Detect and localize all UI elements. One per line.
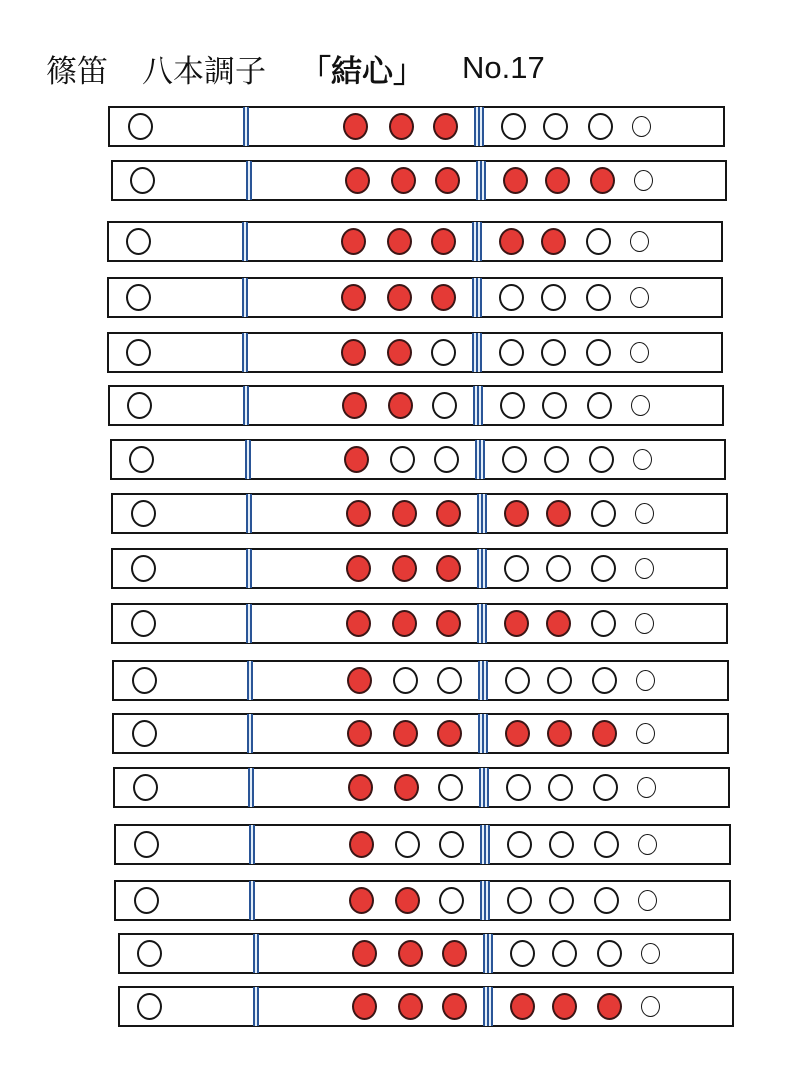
closed-hole-icon bbox=[431, 284, 456, 311]
joint-marker bbox=[242, 278, 248, 317]
open-hole-icon bbox=[542, 392, 567, 419]
flute-fingering-row bbox=[111, 493, 728, 534]
mouth-hole-icon bbox=[130, 167, 155, 194]
closed-hole-icon bbox=[541, 228, 566, 255]
closed-hole-icon bbox=[392, 610, 417, 637]
closed-hole-icon bbox=[442, 940, 467, 967]
closed-hole-icon bbox=[341, 284, 366, 311]
small-end-hole-icon bbox=[632, 116, 651, 137]
open-hole-icon bbox=[592, 667, 617, 694]
closed-hole-icon bbox=[546, 610, 571, 637]
small-end-hole-icon bbox=[635, 503, 654, 524]
open-hole-icon bbox=[594, 831, 619, 858]
small-end-hole-icon bbox=[635, 558, 654, 579]
open-hole-icon bbox=[507, 831, 532, 858]
mouth-hole-icon bbox=[132, 720, 157, 747]
closed-hole-icon bbox=[436, 555, 461, 582]
closed-hole-icon bbox=[436, 610, 461, 637]
small-end-hole-icon bbox=[641, 996, 660, 1017]
flute-fingering-row bbox=[118, 933, 734, 974]
mouth-hole-icon bbox=[133, 774, 158, 801]
closed-hole-icon bbox=[388, 392, 413, 419]
mouth-hole-icon bbox=[131, 500, 156, 527]
joint-marker bbox=[483, 934, 493, 973]
flute-fingering-row bbox=[114, 824, 731, 865]
joint-marker bbox=[477, 549, 487, 588]
flute-fingering-row bbox=[114, 880, 731, 921]
open-hole-icon bbox=[546, 555, 571, 582]
joint-marker bbox=[246, 494, 252, 533]
flute-key: 八本調子 bbox=[142, 53, 266, 90]
closed-hole-icon bbox=[387, 339, 412, 366]
closed-hole-icon bbox=[346, 555, 371, 582]
closed-hole-icon bbox=[391, 167, 416, 194]
joint-marker bbox=[246, 604, 252, 643]
flute-fingering-row bbox=[112, 660, 729, 701]
closed-hole-icon bbox=[398, 940, 423, 967]
open-hole-icon bbox=[541, 284, 566, 311]
open-hole-icon bbox=[591, 555, 616, 582]
closed-hole-icon bbox=[342, 392, 367, 419]
flute-fingering-row bbox=[111, 160, 727, 201]
mouth-hole-icon bbox=[132, 667, 157, 694]
closed-hole-icon bbox=[392, 555, 417, 582]
open-hole-icon bbox=[586, 284, 611, 311]
open-hole-icon bbox=[434, 446, 459, 473]
flute-fingering-row bbox=[108, 106, 725, 147]
closed-hole-icon bbox=[387, 228, 412, 255]
small-end-hole-icon bbox=[630, 342, 649, 363]
flute-fingering-row bbox=[118, 986, 734, 1027]
open-hole-icon bbox=[501, 113, 526, 140]
closed-hole-icon bbox=[349, 887, 374, 914]
open-hole-icon bbox=[504, 555, 529, 582]
open-hole-icon bbox=[431, 339, 456, 366]
joint-marker bbox=[472, 222, 482, 261]
open-hole-icon bbox=[594, 887, 619, 914]
mouth-hole-icon bbox=[126, 228, 151, 255]
open-hole-icon bbox=[439, 831, 464, 858]
closed-hole-icon bbox=[347, 720, 372, 747]
joint-marker bbox=[249, 825, 255, 864]
closed-hole-icon bbox=[504, 610, 529, 637]
small-end-hole-icon bbox=[636, 723, 655, 744]
closed-hole-icon bbox=[346, 610, 371, 637]
joint-marker bbox=[474, 107, 484, 146]
closed-hole-icon bbox=[347, 667, 372, 694]
closed-hole-icon bbox=[499, 228, 524, 255]
small-end-hole-icon bbox=[631, 395, 650, 416]
open-hole-icon bbox=[395, 831, 420, 858]
open-hole-icon bbox=[502, 446, 527, 473]
open-hole-icon bbox=[439, 887, 464, 914]
closed-hole-icon bbox=[504, 500, 529, 527]
closed-hole-icon bbox=[435, 167, 460, 194]
closed-hole-icon bbox=[394, 774, 419, 801]
joint-marker bbox=[248, 768, 254, 807]
joint-marker bbox=[243, 107, 249, 146]
closed-hole-icon bbox=[341, 228, 366, 255]
joint-marker bbox=[253, 987, 259, 1026]
open-hole-icon bbox=[544, 446, 569, 473]
open-hole-icon bbox=[499, 339, 524, 366]
closed-hole-icon bbox=[398, 993, 423, 1020]
small-end-hole-icon bbox=[633, 449, 652, 470]
open-hole-icon bbox=[499, 284, 524, 311]
joint-marker bbox=[246, 161, 252, 200]
open-hole-icon bbox=[543, 113, 568, 140]
small-end-hole-icon bbox=[641, 943, 660, 964]
closed-hole-icon bbox=[389, 113, 414, 140]
flute-fingering-row bbox=[107, 277, 723, 318]
mouth-hole-icon bbox=[137, 940, 162, 967]
closed-hole-icon bbox=[436, 500, 461, 527]
joint-marker bbox=[249, 881, 255, 920]
open-hole-icon bbox=[547, 667, 572, 694]
open-hole-icon bbox=[591, 500, 616, 527]
joint-marker bbox=[472, 278, 482, 317]
closed-hole-icon bbox=[431, 228, 456, 255]
closed-hole-icon bbox=[592, 720, 617, 747]
closed-hole-icon bbox=[547, 720, 572, 747]
open-hole-icon bbox=[393, 667, 418, 694]
joint-marker bbox=[472, 333, 482, 372]
closed-hole-icon bbox=[545, 167, 570, 194]
open-hole-icon bbox=[505, 667, 530, 694]
closed-hole-icon bbox=[345, 167, 370, 194]
open-hole-icon bbox=[506, 774, 531, 801]
song-number: No.17 bbox=[462, 50, 545, 85]
small-end-hole-icon bbox=[636, 670, 655, 691]
flute-fingering-row bbox=[107, 332, 723, 373]
instrument-name: 篠笛 bbox=[46, 53, 108, 90]
open-hole-icon bbox=[587, 392, 612, 419]
mouth-hole-icon bbox=[127, 392, 152, 419]
open-hole-icon bbox=[552, 940, 577, 967]
open-hole-icon bbox=[437, 667, 462, 694]
closed-hole-icon bbox=[442, 993, 467, 1020]
open-hole-icon bbox=[589, 446, 614, 473]
flute-fingering-row bbox=[113, 767, 730, 808]
closed-hole-icon bbox=[341, 339, 366, 366]
joint-marker bbox=[242, 333, 248, 372]
closed-hole-icon bbox=[346, 500, 371, 527]
closed-hole-icon bbox=[433, 113, 458, 140]
open-hole-icon bbox=[597, 940, 622, 967]
closed-hole-icon bbox=[597, 993, 622, 1020]
closed-hole-icon bbox=[546, 500, 571, 527]
closed-hole-icon bbox=[352, 940, 377, 967]
mouth-hole-icon bbox=[129, 446, 154, 473]
joint-marker bbox=[475, 440, 485, 479]
closed-hole-icon bbox=[503, 167, 528, 194]
closed-hole-icon bbox=[387, 284, 412, 311]
open-hole-icon bbox=[541, 339, 566, 366]
flute-fingering-row bbox=[112, 713, 729, 754]
joint-marker bbox=[479, 768, 489, 807]
closed-hole-icon bbox=[505, 720, 530, 747]
small-end-hole-icon bbox=[638, 890, 657, 911]
open-hole-icon bbox=[593, 774, 618, 801]
joint-marker bbox=[477, 494, 487, 533]
closed-hole-icon bbox=[510, 993, 535, 1020]
flute-fingering-row bbox=[111, 603, 728, 644]
flute-fingering-row bbox=[108, 385, 724, 426]
joint-marker bbox=[242, 222, 248, 261]
song-title: 「結心」 bbox=[300, 53, 424, 90]
closed-hole-icon bbox=[393, 720, 418, 747]
open-hole-icon bbox=[588, 113, 613, 140]
small-end-hole-icon bbox=[637, 777, 656, 798]
joint-marker bbox=[480, 881, 490, 920]
joint-marker bbox=[478, 661, 488, 700]
open-hole-icon bbox=[438, 774, 463, 801]
small-end-hole-icon bbox=[634, 170, 653, 191]
open-hole-icon bbox=[510, 940, 535, 967]
closed-hole-icon bbox=[437, 720, 462, 747]
closed-hole-icon bbox=[344, 446, 369, 473]
flute-fingering-row bbox=[110, 439, 726, 480]
joint-marker bbox=[245, 440, 251, 479]
open-hole-icon bbox=[591, 610, 616, 637]
mouth-hole-icon bbox=[134, 887, 159, 914]
open-hole-icon bbox=[507, 887, 532, 914]
open-hole-icon bbox=[432, 392, 457, 419]
open-hole-icon bbox=[586, 228, 611, 255]
closed-hole-icon bbox=[352, 993, 377, 1020]
open-hole-icon bbox=[549, 831, 574, 858]
mouth-hole-icon bbox=[134, 831, 159, 858]
joint-marker bbox=[253, 934, 259, 973]
mouth-hole-icon bbox=[137, 993, 162, 1020]
open-hole-icon bbox=[548, 774, 573, 801]
joint-marker bbox=[247, 714, 253, 753]
mouth-hole-icon bbox=[128, 113, 153, 140]
open-hole-icon bbox=[549, 887, 574, 914]
closed-hole-icon bbox=[349, 831, 374, 858]
joint-marker bbox=[243, 386, 249, 425]
flute-fingering-row bbox=[111, 548, 728, 589]
page-title bbox=[46, 48, 545, 88]
mouth-hole-icon bbox=[126, 284, 151, 311]
small-end-hole-icon bbox=[630, 287, 649, 308]
open-hole-icon bbox=[500, 392, 525, 419]
joint-marker bbox=[477, 604, 487, 643]
closed-hole-icon bbox=[343, 113, 368, 140]
mouth-hole-icon bbox=[131, 555, 156, 582]
joint-marker bbox=[478, 714, 488, 753]
small-end-hole-icon bbox=[635, 613, 654, 634]
closed-hole-icon bbox=[395, 887, 420, 914]
joint-marker bbox=[473, 386, 483, 425]
mouth-hole-icon bbox=[126, 339, 151, 366]
joint-marker bbox=[480, 825, 490, 864]
closed-hole-icon bbox=[348, 774, 373, 801]
open-hole-icon bbox=[390, 446, 415, 473]
closed-hole-icon bbox=[552, 993, 577, 1020]
flute-fingering-row bbox=[107, 221, 723, 262]
closed-hole-icon bbox=[392, 500, 417, 527]
joint-marker bbox=[246, 549, 252, 588]
closed-hole-icon bbox=[590, 167, 615, 194]
mouth-hole-icon bbox=[131, 610, 156, 637]
joint-marker bbox=[476, 161, 486, 200]
open-hole-icon bbox=[586, 339, 611, 366]
joint-marker bbox=[247, 661, 253, 700]
small-end-hole-icon bbox=[638, 834, 657, 855]
small-end-hole-icon bbox=[630, 231, 649, 252]
joint-marker bbox=[483, 987, 493, 1026]
